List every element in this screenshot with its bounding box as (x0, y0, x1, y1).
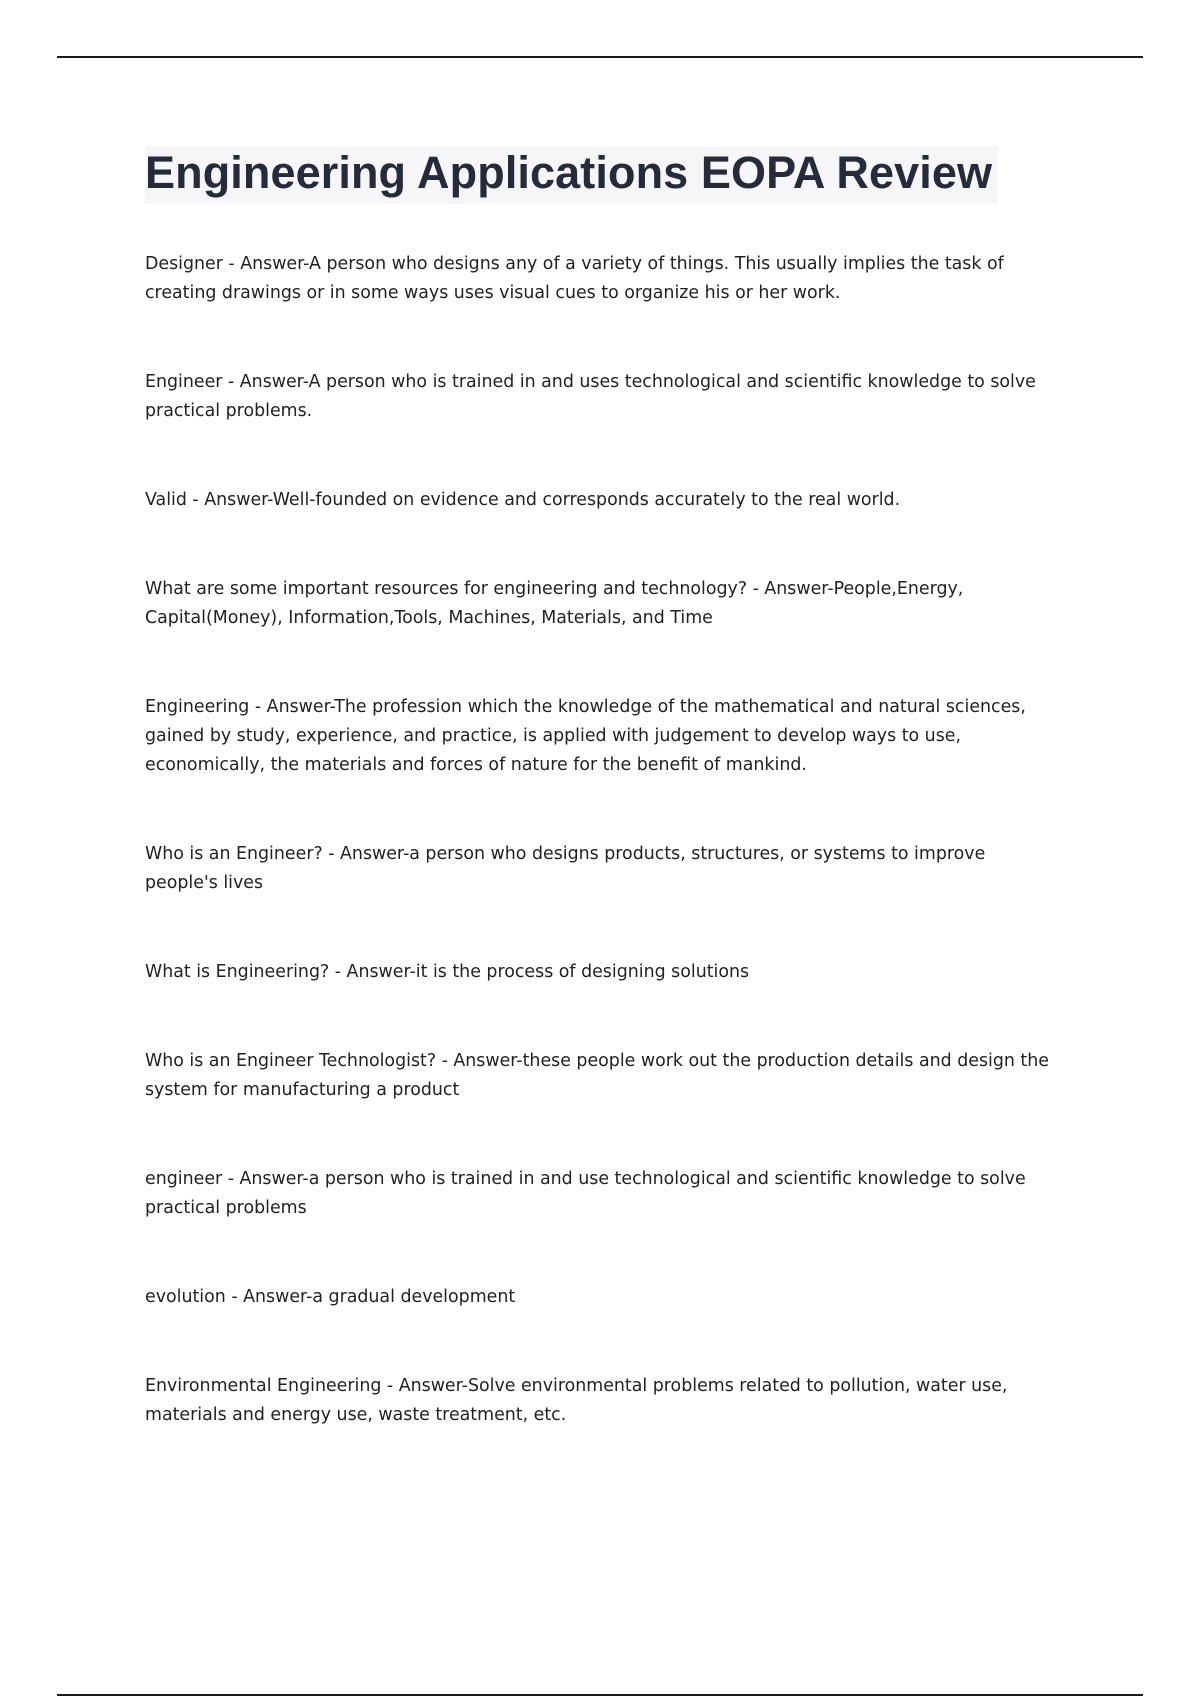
document-title: Engineering Applications EOPA Review (145, 146, 998, 204)
qa-entry-engineering: Engineering - Answer-The profession which the knowledge of the mathematical and natural sciences, gained by study, experience, and practice, is applied with judgement to develop ways to use, economically, the materials and forces of nature for the benefit of mankind. (145, 697, 1026, 775)
top-divider (57, 56, 1143, 58)
qa-entry-engineer-lowercase: engineer - Answer-a person who is trained in and use technological and scientific knowledge to solve practical problems (145, 1169, 1026, 1218)
qa-entry-what-is-engineering: What is Engineering? - Answer-it is the process of designing solutions (145, 962, 750, 982)
qa-entry-engineer-technologist: Who is an Engineer Technologist? - Answer-these people work out the production details and design the system for manufacturing a product (145, 1051, 1049, 1100)
qa-entry-evolution: evolution - Answer-a gradual development (145, 1287, 516, 1307)
bottom-divider (57, 1694, 1143, 1696)
qa-entry-engineer: Engineer - Answer-A person who is trained in and uses technological and scientific knowledge to solve practical problems. (145, 372, 1036, 421)
qa-entry-environmental-engineering: Environmental Engineering - Answer-Solve environmental problems related to pollution, water use, materials and energy use, waste treatment, etc. (145, 1376, 1008, 1425)
qa-list (145, 250, 1060, 1430)
qa-entry-designer: Designer - Answer-A person who designs any of a variety of things. This usually implies the task of creating drawings or in some ways uses visual cues to organize his or her work. (145, 254, 1004, 303)
qa-entry-valid: Valid - Answer-Well-founded on evidence and corresponds accurately to the real world. (145, 490, 901, 510)
document-body (145, 146, 1060, 1490)
qa-entry-who-is-engineer: Who is an Engineer? - Answer-a person who designs products, structures, or systems to improve people's lives (145, 844, 986, 893)
qa-entry-resources: What are some important resources for engineering and technology? - Answer-People,Energy, Capital(Money), Information,Tools, Machines, Materials, and Time (145, 579, 964, 628)
